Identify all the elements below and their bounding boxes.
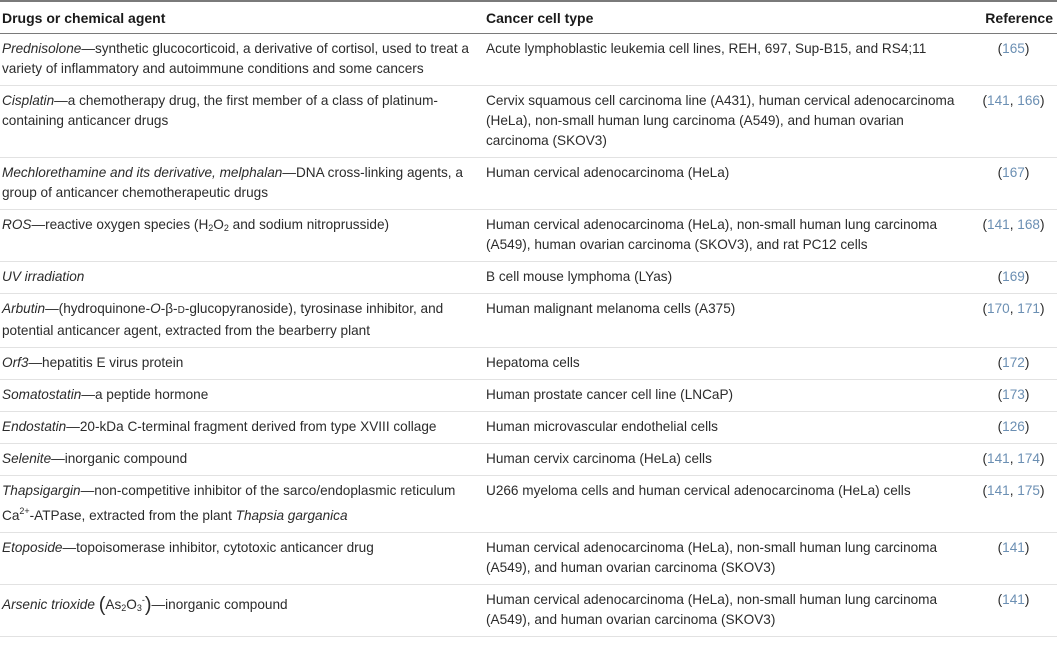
cancer-cell-type: Human cervical adenocarcinoma (HeLa), non-small human lung carcinoma (A549), and human ovarian carcinoma (SKOV3) [486,540,938,575]
header-reference: Reference [985,9,1053,26]
drug-description: —a chemotherapy drug, the first member of a class of platinum-containing anticancer drugs [2,93,438,128]
drug-cell [0,353,483,373]
drug-name: Arbutin [2,301,46,316]
drug-name: Arsenic trioxide [2,597,95,612]
cancer-cell-type: Human cervical adenocarcinoma (HeLa), non-small human lung carcinoma (A549), and human ovarian carcinoma (SKOV3) [486,592,938,627]
reference-cell: (170, 171) [982,301,1045,316]
drug-name: UV irradiation [2,269,85,284]
reference-link[interactable]: 173 [1002,387,1025,402]
reference-cell: (141) [997,540,1030,555]
table-row [0,294,1057,348]
reference-link[interactable]: 168 [1017,217,1040,232]
reference-cell: (165) [997,41,1030,56]
reference-link[interactable]: 141 [987,483,1010,498]
reference-link[interactable]: 141 [987,93,1010,108]
reference-cell: (141, 174) [982,451,1045,466]
table-row [0,158,1057,210]
table-row [0,34,1057,86]
drug-description: —reactive oxygen species ($H_2O_2$ and sodium nitroprusside) [31,217,390,233]
header-drugs: Drugs or chemical agent [2,9,166,26]
drug-name: Thapsigargin [2,483,81,498]
reference-cell: (141) [997,592,1030,607]
drug-name: Mechlorethamine and its derivative, melphalan [2,165,283,180]
reference-link[interactable]: 141 [1002,540,1025,555]
reference-link[interactable]: 141 [987,451,1010,466]
drug-cell [0,590,483,630]
table-row [0,533,1057,585]
drug-cell [0,449,483,469]
reference-link[interactable]: 141 [1002,592,1025,607]
reference-link[interactable]: 126 [1002,419,1025,434]
cancer-cell-type: U266 myeloma cells and human cervical adenocarcinoma (HeLa) cells [486,483,911,498]
table-row [0,348,1057,380]
table-row [0,380,1057,412]
cancer-cell-type: Human cervix carcinoma (HeLa) cells [486,451,712,466]
drug-cell [0,39,483,79]
cancer-cell-type: Human malignant melanoma cells (A375) [486,301,736,316]
table-row [0,262,1057,294]
table-row [0,585,1057,637]
cancer-cell-type: Hepatoma cells [486,355,580,370]
table-header [0,0,1057,34]
reference-cell: (173) [997,387,1030,402]
table-row [0,210,1057,262]
drug-cell [0,385,483,405]
drug-description: —hepatitis E virus protein [28,355,184,370]
drug-description: —topoisomerase inhibitor, cytotoxic anticancer drug [62,540,374,555]
drug-name: Endostatin [2,419,67,434]
drug-cell [0,417,483,437]
reference-link[interactable]: 174 [1017,451,1040,466]
drug-description: —inorganic compound [51,451,188,466]
drug-description: —a peptide hormone [81,387,209,402]
reference-link[interactable]: 167 [1002,165,1025,180]
reference-link[interactable]: 171 [1017,301,1040,316]
drug-name: Orf3 [2,355,29,370]
cancer-cell-type: Human microvascular endothelial cells [486,419,718,434]
table-row [0,412,1057,444]
reference-link[interactable]: 172 [1002,355,1025,370]
reference-link[interactable]: 141 [987,217,1010,232]
drug-name: Cisplatin [2,93,55,108]
reference-link[interactable]: 175 [1017,483,1040,498]
reference-cell: (126) [997,419,1030,434]
reference-link[interactable]: 170 [987,301,1010,316]
reference-link[interactable]: 166 [1017,93,1040,108]
reference-cell: (172) [997,355,1030,370]
drug-description: —DNA cross-linking agents, a group of anticancer chemotherapeutic drugs [2,165,463,200]
drug-cell [0,267,483,287]
drug-description: —inorganic compound [151,597,288,612]
drug-description: —(hydroquinone-O-β-D-glucopyranoside), tyrosinase inhibitor, and potential anticancer agent, extracted from the bearberry plant [2,301,444,338]
reference-cell: (167) [997,165,1030,180]
cancer-cell-type: Acute lymphoblastic leukemia cell lines, REH, 697, Sup-B15, and RS4;11 [486,41,927,56]
drug-name: Prednisolone [2,41,82,56]
reference-cell: (141, 168) [982,217,1045,232]
drug-cell [0,481,483,526]
reference-cell: (141, 166) [982,93,1045,108]
drug-name: Etoposide [2,540,63,555]
reference-cell: (141, 175) [982,483,1045,498]
reference-link[interactable]: 165 [1002,41,1025,56]
drug-description: —non-competitive inhibitor of the sarco/endoplasmic reticulum $Ca^{2+}$-ATPase, extracted from the plant Thapsia garganica [2,483,456,523]
cancer-cell-type: B cell mouse lymphoma (LYas) [486,269,673,284]
drug-name: Selenite [2,451,52,466]
cancer-cell-type: Human cervical adenocarcinoma (HeLa) [486,165,730,180]
reference-cell: (169) [997,269,1030,284]
table-row [0,444,1057,476]
drug-description: —20-kDa C-terminal fragment derived from type XVIII collage [66,419,437,434]
table-row [0,476,1057,533]
drug-cell [0,163,483,203]
header-cell-type: Cancer cell type [486,9,594,26]
drug-cell [0,299,483,341]
drug-cell [0,538,483,578]
chemical-formula: $(As_2O_3^-)$ [98,594,152,616]
drug-description: —synthetic glucocorticoid, a derivative of cortisol, used to treat a variety of inflammatory and autoimmune conditions and some cancers [2,41,469,76]
drug-name: ROS [2,217,32,232]
drug-name: Somatostatin [2,387,82,402]
cancer-cell-type: Human prostate cancer cell line (LNCaP) [486,387,734,402]
drug-cell [0,91,483,151]
reference-link[interactable]: 169 [1002,269,1025,284]
cancer-cell-type: Human cervical adenocarcinoma (HeLa), non-small human lung carcinoma (A549), human ovarian carcinoma (SKOV3), and rat PC12 cells [486,217,938,252]
cancer-cell-type: Cervix squamous cell carcinoma line (A431), human cervical adenocarcinoma (HeLa), non-small human lung carcinoma (A549), and human ovarian carcinoma (SKOV3) [486,93,955,148]
table-row [0,86,1057,158]
drug-cell [0,215,483,255]
